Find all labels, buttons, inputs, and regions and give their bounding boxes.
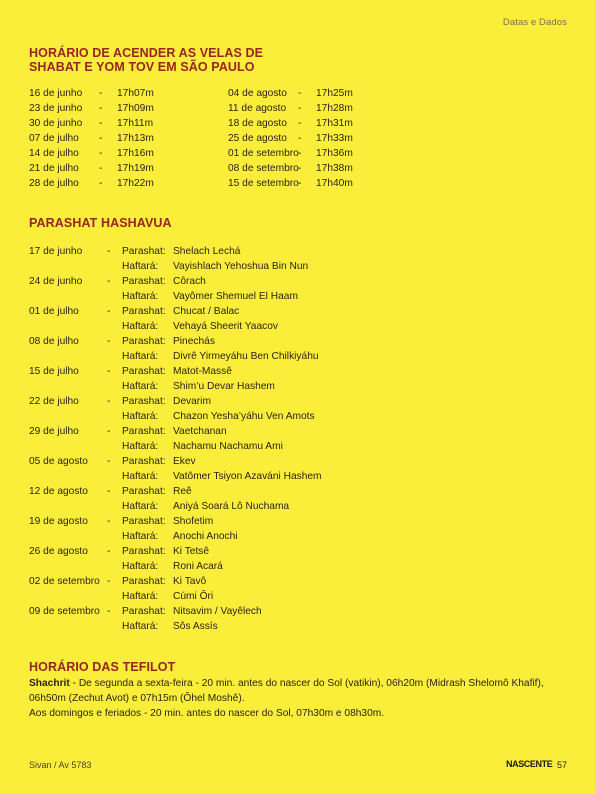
candle-date: 28 de julho: [29, 178, 79, 189]
parashat-sep: -: [107, 246, 111, 257]
parashat-sep: -: [107, 576, 111, 587]
haftara-name: Anochi Anochi: [173, 531, 238, 542]
candle-date: 30 de junho: [29, 118, 83, 129]
haftara-name: Cúmi Ôri: [173, 591, 214, 602]
parashat-label: Parashat:: [122, 576, 166, 587]
haftara-label: Haftará:: [122, 291, 159, 302]
parashat-date: 08 de julho: [29, 336, 79, 347]
parashat-sep: -: [107, 366, 111, 377]
candle-sep: -: [99, 163, 103, 174]
haftara-label: Haftará:: [122, 561, 159, 572]
candle-date: 14 de julho: [29, 148, 79, 159]
parashat-date: 22 de julho: [29, 396, 79, 407]
candle-time: 17h09m: [117, 103, 154, 114]
parashat-date: 12 de agosto: [29, 486, 88, 497]
candle-date: 16 de junho: [29, 88, 83, 99]
candle-sep: -: [99, 148, 103, 159]
parashat-label: Parashat:: [122, 426, 166, 437]
parashat-label: Parashat:: [122, 606, 166, 617]
candle-time: 17h33m: [316, 133, 353, 144]
nascente-logo: NASCENTE: [506, 759, 553, 769]
parashat-sep: -: [107, 336, 111, 347]
parashat-date: 15 de julho: [29, 366, 79, 377]
haftara-name: Nachamu Nachamu Ami: [173, 441, 283, 452]
tefilot-text: [29, 676, 569, 721]
parashat-date: 24 de junho: [29, 276, 83, 287]
parashat-label: Parashat:: [122, 306, 166, 317]
candle-time: 17h19m: [117, 163, 154, 174]
candle-sep: -: [99, 133, 103, 144]
page-number: 57: [557, 760, 568, 770]
parashat-name: Devarim: [173, 396, 211, 407]
haftara-label: Haftará:: [122, 321, 159, 332]
parashat-title: PARASHAT HASHAVUA: [29, 216, 172, 230]
parashat-date: 01 de julho: [29, 306, 79, 317]
haftara-name: Vatômer Tsiyon Azaváni Hashem: [173, 471, 322, 482]
haftara-label: Haftará:: [122, 351, 159, 362]
parashat-date: 05 de agosto: [29, 456, 88, 467]
parashat-name: Reê: [173, 486, 192, 497]
parashat-sep: -: [107, 546, 111, 557]
candle-sep: -: [99, 103, 103, 114]
candle-time: 17h22m: [117, 178, 154, 189]
candle-sep: -: [298, 148, 302, 159]
candle-date: 15 de setembro: [228, 178, 299, 189]
parashat-sep: -: [107, 486, 111, 497]
parashat-sep: -: [107, 426, 111, 437]
tefilot-shachrit: [29, 676, 569, 706]
parashat-name: Vaetchanan: [173, 426, 227, 437]
candle-time: 17h38m: [316, 163, 353, 174]
parashat-sep: -: [107, 456, 111, 467]
parashat-name: Ekev: [173, 456, 196, 467]
parashat-name: Matot-Massê: [173, 366, 232, 377]
candle-sep: -: [298, 133, 302, 144]
haftara-name: Roni Acará: [173, 561, 223, 572]
parashat-date: 26 de agosto: [29, 546, 88, 557]
haftara-label: Haftará:: [122, 261, 159, 272]
candle-time: 17h07m: [117, 88, 154, 99]
haftara-name: Vayômer Shemuel El Haam: [173, 291, 298, 302]
parashat-date: 17 de junho: [29, 246, 83, 257]
candle-sep: -: [298, 88, 302, 99]
issue-label: Sivan / Av 5783: [29, 760, 92, 770]
parashat-label: Parashat:: [122, 546, 166, 557]
parashat-label: Parashat:: [122, 456, 166, 467]
candle-date: 04 de agosto: [228, 88, 287, 99]
candle-date: 01 de setembro: [228, 148, 299, 159]
parashat-date: 02 de setembro: [29, 576, 100, 587]
parashat-name: Shofetim: [173, 516, 214, 527]
parashat-sep: -: [107, 276, 111, 287]
parashat-label: Parashat:: [122, 276, 166, 287]
candle-time: 17h36m: [316, 148, 353, 159]
candle-sep: -: [298, 103, 302, 114]
candle-sep: -: [298, 163, 302, 174]
candle-time: 17h16m: [117, 148, 154, 159]
haftara-label: Haftará:: [122, 621, 159, 632]
haftara-label: Haftará:: [122, 501, 159, 512]
candle-sep: -: [99, 178, 103, 189]
haftara-name: Vayishlach Yehoshua Bin Nun: [173, 261, 309, 272]
parashat-name: Shelach Lechá: [173, 246, 241, 257]
haftara-name: Chazon Yesha’yáhu Ven Amots: [173, 411, 315, 422]
parashat-sep: -: [107, 606, 111, 617]
candle-date: 18 de agosto: [228, 118, 287, 129]
parashat-label: Parashat:: [122, 486, 166, 497]
parashat-label: Parashat:: [122, 396, 166, 407]
parashat-name: Côrach: [173, 276, 206, 287]
candle-date: 23 de junho: [29, 103, 83, 114]
candle-time: 17h13m: [117, 133, 154, 144]
haftara-label: Haftará:: [122, 531, 159, 542]
candle-time: 17h40m: [316, 178, 353, 189]
parashat-date: 09 de setembro: [29, 606, 100, 617]
parashat-name: Pinechás: [173, 336, 215, 347]
parashat-date: 19 de agosto: [29, 516, 88, 527]
candles-title-line1: HORÁRIO DE ACENDER AS VELAS DE: [29, 46, 264, 60]
tefilot-title: HORÁRIO DAS TEFILOT: [29, 660, 176, 674]
parashat-name: Ki Tetsê: [173, 546, 210, 557]
candle-date: 25 de agosto: [228, 133, 287, 144]
parashat-date: 29 de julho: [29, 426, 79, 437]
shachrit-label: Shachrit: [29, 678, 70, 689]
candle-date: 11 de agosto: [228, 103, 287, 114]
candle-time: 17h28m: [316, 103, 353, 114]
tefilot-weekend: Aos domingos e feriados - 20 min. antes do nascer do Sol, 07h30m e 08h30m.: [29, 708, 385, 719]
haftara-label: Haftará:: [122, 381, 159, 392]
section-label: Datas e Dados: [502, 17, 567, 28]
parashat-sep: -: [107, 516, 111, 527]
haftara-name: Vehayá Sheerit Yaacov: [173, 321, 278, 332]
parashat-label: Parashat:: [122, 336, 166, 347]
haftara-name: Aniyá Soará Lô Nuchama: [173, 501, 290, 512]
candle-date: 07 de julho: [29, 133, 79, 144]
candle-date: 21 de julho: [29, 163, 79, 174]
candle-sep: -: [298, 178, 302, 189]
shachrit-text: - De segunda a sexta-feira - 20 min. antes do nascer do Sol (vatikin), 06h20m (Midrash Shelomô Khafif), 06h50m (Zechut Avot) e 07h15m (Ôhel Moshê).: [29, 678, 544, 704]
candle-sep: -: [99, 118, 103, 129]
haftara-label: Haftará:: [122, 591, 159, 602]
parashat-sep: -: [107, 396, 111, 407]
haftara-name: Sôs Assís: [173, 621, 218, 632]
haftara-label: Haftará:: [122, 471, 159, 482]
candle-time: 17h31m: [316, 118, 353, 129]
parashat-name: Nitsavim / Vayêlech: [173, 606, 262, 617]
haftara-label: Haftará:: [122, 411, 159, 422]
parashat-name: Ki Tavô: [173, 576, 207, 587]
candle-sep: -: [298, 118, 302, 129]
candle-date: 08 de setembro: [228, 163, 299, 174]
haftara-label: Haftará:: [122, 441, 159, 452]
candle-time: 17h11m: [117, 118, 154, 129]
parashat-label: Parashat:: [122, 246, 166, 257]
haftara-name: Divrê Yirmeyáhu Ben Chilkiyáhu: [173, 351, 319, 362]
candles-title: [29, 46, 309, 74]
candles-title-line2: SHABAT E YOM TOV EM SÃO PAULO: [29, 60, 255, 74]
parashat-name: Chucat / Balac: [173, 306, 240, 317]
haftara-name: Shim’u Devar Hashem: [173, 381, 275, 392]
parashat-label: Parashat:: [122, 366, 166, 377]
candle-sep: -: [99, 88, 103, 99]
candle-time: 17h25m: [316, 88, 353, 99]
parashat-label: Parashat:: [122, 516, 166, 527]
parashat-sep: -: [107, 306, 111, 317]
